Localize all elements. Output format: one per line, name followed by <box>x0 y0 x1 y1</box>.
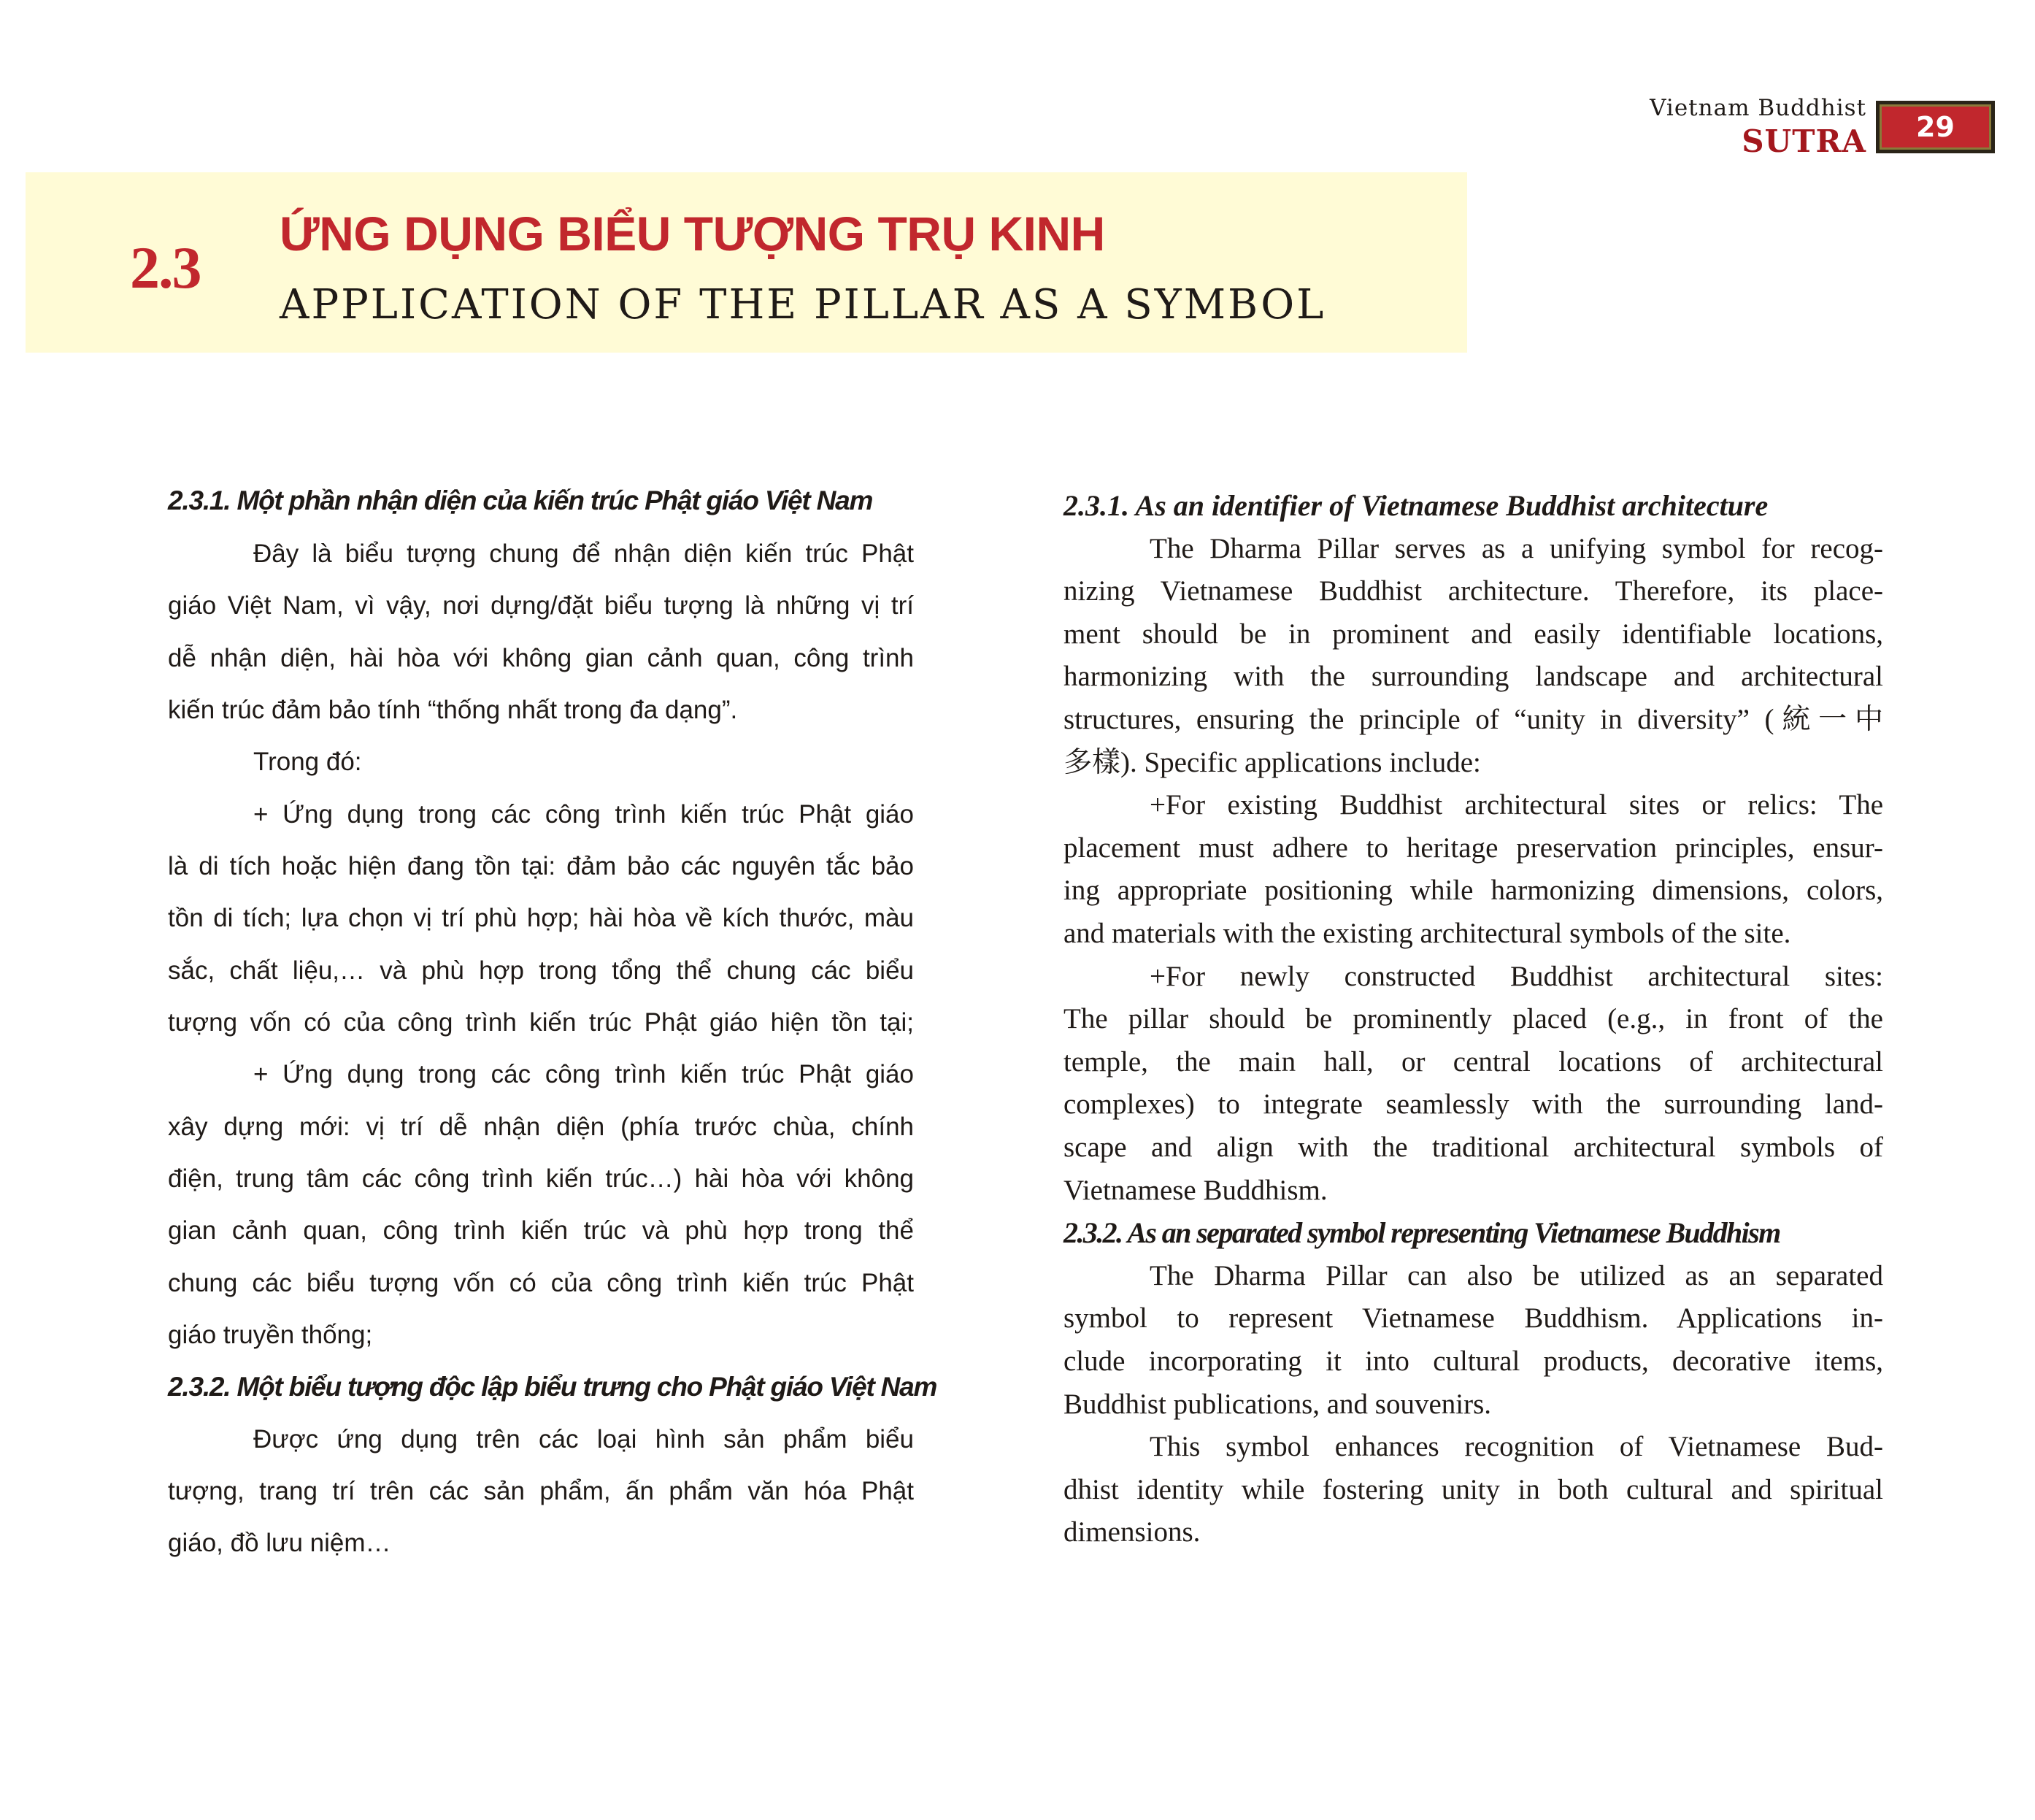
paragraph-line: dhist identity while fostering unity in both cultural and spiritual <box>1063 1474 1883 1505</box>
paragraph-line: Đây là biểu tượng chung để nhận diện kiến trúc Phật <box>253 540 914 568</box>
list-item-line: là di tích hoặc hiện đang tồn tại: đảm bảo các nguyên tắc bảo <box>168 852 914 880</box>
list-item-line: gian cảnh quan, công trình kiến trúc và phù hợp trong thể <box>168 1216 914 1245</box>
paragraph-line: The Dharma Pillar serves as a unifying symbol for recog- <box>1150 533 1883 564</box>
paragraph-line: kiến trúc đảm bảo tính “thống nhất trong đa dạng”. <box>168 696 738 724</box>
paragraph-line: giáo Việt Nam, vì vậy, nơi dựng/đặt biểu tượng là những vị trí <box>168 591 914 620</box>
list-item-line: Vietnamese Buddhism. <box>1063 1175 1328 1206</box>
paragraph-line: This symbol enhances recognition of Vietnamese Bud- <box>1150 1431 1883 1462</box>
list-item-line: + Ứng dụng trong các công trình kiến trúc Phật giáo <box>253 1060 914 1088</box>
paragraph-line: nizing Vietnamese Buddhist architecture. Therefore, its place- <box>1063 575 1883 607</box>
list-item-line: + Ứng dụng trong các công trình kiến trúc Phật giáo <box>253 800 914 829</box>
list-item-line: temple, the main hall, or central locations of architectural <box>1063 1046 1883 1078</box>
paragraph-line: dễ nhận diện, hài hòa với không gian cảnh quan, công trình <box>168 644 914 672</box>
section-title-vietnamese: ỨNG DỤNG BIỂU TƯỢNG TRỤ KINH <box>280 207 1105 261</box>
paragraph-line: The Dharma Pillar can also be utilized as an separated <box>1150 1260 1883 1291</box>
list-item-line: xây dựng mới: vị trí dễ nhận diện (phía trước chùa, chính <box>168 1113 914 1141</box>
paragraph-line: structures, ensuring the principle of “unity in diversity” (統一中 <box>1063 704 1883 735</box>
subheading-2-3-1-vi: 2.3.1. Một phần nhận diện của kiến trúc Phật giáo Việt Nam <box>168 485 873 515</box>
page-number: 29 <box>1916 111 1955 143</box>
list-item-line: +For existing Buddhist architectural sites or relics: The <box>1150 789 1883 821</box>
paragraph-line: harmonizing with the surrounding landscape and architectural <box>1063 661 1883 692</box>
list-item-line: and materials with the existing architectural symbols of the site. <box>1063 918 1791 949</box>
list-item-line: điện, trung tâm các công trình kiến trúc…) hài hòa với không <box>168 1164 914 1193</box>
subheading-2-3-1-en: 2.3.1. As an identifier of Vietnamese Buddhist architecture <box>1063 489 1769 522</box>
list-item-line: +For newly constructed Buddhist architectural sites: <box>1150 961 1883 992</box>
paragraph-line: dimensions. <box>1063 1516 1201 1548</box>
paragraph-line: clude incorporating it into cultural products, decorative items, <box>1063 1345 1883 1377</box>
list-item-line: complexes) to integrate seamlessly with the surrounding land- <box>1063 1088 1883 1120</box>
list-item-line: sắc, chất liệu,… và phù hợp trong tổng thể chung các biểu <box>168 956 914 985</box>
list-item-line: The pillar should be prominently placed (e.g., in front of the <box>1063 1003 1883 1034</box>
page-number-badge <box>1876 101 1995 153</box>
paragraph-line: symbol to represent Vietnamese Buddhism. Applications in- <box>1063 1302 1883 1334</box>
list-item-line: giáo truyền thống; <box>168 1321 373 1349</box>
paragraph-line: 多樣). Specific applications include: <box>1063 747 1481 778</box>
paragraph-line: giáo, đồ lưu niệm… <box>168 1529 391 1557</box>
list-item-line: scape and align with the traditional architectural symbols of <box>1063 1132 1883 1163</box>
list-item-line: tượng vốn có của công trình kiến trúc Phật giáo hiện tồn tại; <box>168 1008 914 1037</box>
subheading-2-3-2-vi: 2.3.2. Một biểu tượng độc lập biểu trưng cho Phật giáo Việt Nam <box>168 1372 937 1402</box>
list-item-line: ing appropriate positioning while harmonizing dimensions, colors, <box>1063 875 1883 906</box>
list-item-line: placement must adhere to heritage preservation principles, ensur- <box>1063 832 1883 864</box>
paragraph-line: Buddhist publications, and souvenirs. <box>1063 1389 1492 1420</box>
section-number: 2.3 <box>130 234 201 301</box>
running-header-logo-sutra: SUTRA <box>1742 123 1866 159</box>
running-header-series-title: Vietnam Buddhist <box>1650 95 1866 121</box>
subheading-2-3-2-en: 2.3.2. As an separated symbol representing Vietnamese Buddhism <box>1063 1216 1780 1249</box>
paragraph-line: Được ứng dụng trên các loại hình sản phẩm biểu <box>253 1425 914 1454</box>
paragraph-line: tượng, trang trí trên các sản phẩm, ấn phẩm văn hóa Phật <box>168 1477 914 1505</box>
paragraph-line: Trong đó: <box>253 748 362 776</box>
paragraph-line: ment should be in prominent and easily identifiable locations, <box>1063 618 1883 650</box>
list-item-line: tồn di tích; lựa chọn vị trí phù hợp; hài hòa về kích thước, màu <box>168 904 914 932</box>
list-item-line: chung các biểu tượng vốn có của công trình kiến trúc Phật <box>168 1269 914 1297</box>
section-title-english: APPLICATION OF THE PILLAR AS A SYMBOL <box>280 281 1326 329</box>
